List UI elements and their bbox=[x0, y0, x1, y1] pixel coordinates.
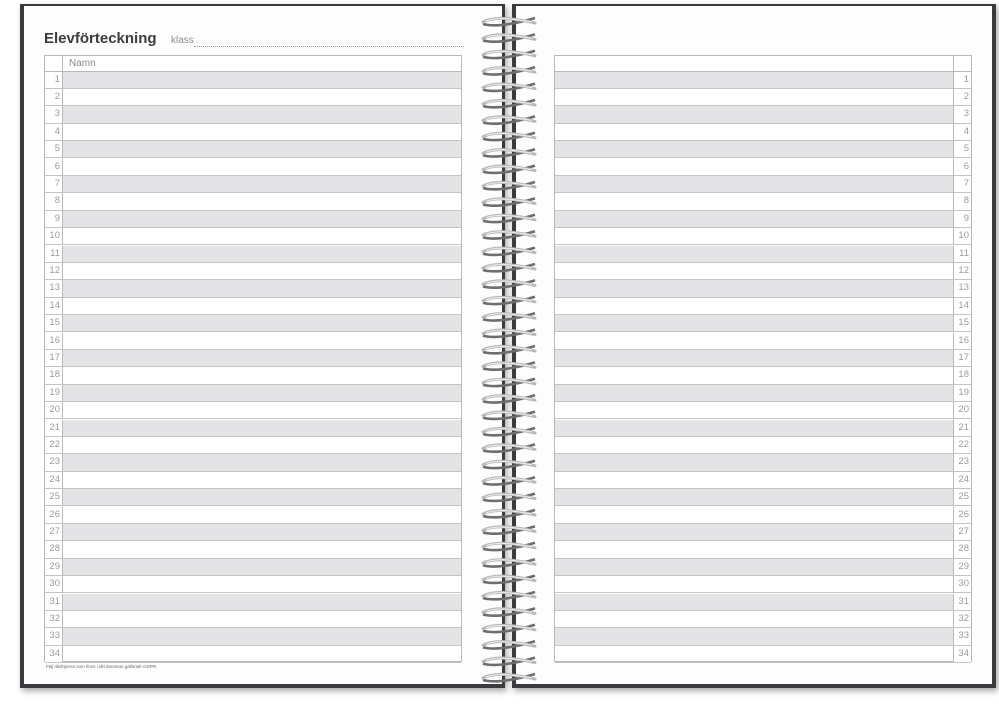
table-row bbox=[45, 350, 461, 367]
table-row bbox=[555, 280, 971, 297]
table-row bbox=[45, 489, 461, 506]
spiral-coil bbox=[483, 494, 535, 501]
row-number: 2 bbox=[45, 89, 63, 105]
table-row bbox=[555, 594, 971, 611]
row-number: 21 bbox=[45, 420, 63, 436]
spiral-coil bbox=[483, 576, 535, 583]
spiral-coil bbox=[483, 330, 535, 337]
table-row bbox=[45, 263, 461, 280]
class-write-line bbox=[194, 46, 464, 47]
table-header bbox=[555, 56, 971, 72]
row-number: 16 bbox=[45, 333, 63, 349]
table-row bbox=[45, 298, 461, 315]
row-number: 12 bbox=[45, 263, 63, 279]
spiral-coil bbox=[483, 67, 535, 74]
table-row bbox=[45, 420, 461, 437]
row-number: 25 bbox=[953, 489, 971, 505]
table-row bbox=[45, 594, 461, 611]
spiral-coil bbox=[483, 215, 535, 222]
row-number: 18 bbox=[953, 367, 971, 383]
table-row bbox=[45, 333, 461, 350]
table-row bbox=[45, 524, 461, 541]
table-row bbox=[555, 159, 971, 176]
row-number: 9 bbox=[953, 211, 971, 227]
table-row bbox=[45, 402, 461, 419]
table-row bbox=[555, 333, 971, 350]
table-row bbox=[555, 437, 971, 454]
page-title: Elevförteckning bbox=[44, 30, 157, 47]
row-number: 11 bbox=[45, 246, 63, 262]
row-number: 27 bbox=[45, 524, 63, 540]
table-row bbox=[555, 176, 971, 193]
spiral-coil bbox=[483, 84, 535, 91]
row-number: 21 bbox=[953, 420, 971, 436]
row-number: 28 bbox=[45, 541, 63, 557]
table-row bbox=[555, 141, 971, 158]
class-label: klass bbox=[171, 35, 194, 46]
row-number: 7 bbox=[953, 176, 971, 192]
table-row bbox=[45, 193, 461, 210]
row-number: 8 bbox=[45, 193, 63, 209]
table-row bbox=[555, 559, 971, 576]
table-row bbox=[45, 211, 461, 228]
table-row bbox=[555, 472, 971, 489]
spiral-coil bbox=[483, 395, 535, 402]
table-row bbox=[555, 106, 971, 123]
spiral-coil bbox=[483, 18, 535, 25]
table-row bbox=[555, 72, 971, 89]
spiral-coil bbox=[483, 592, 535, 599]
spiral-coil bbox=[483, 51, 535, 58]
table-row bbox=[45, 159, 461, 176]
gdpr-footnote: Följ riktlinjerna som finns i din kommun gällande GDPR. bbox=[46, 664, 158, 669]
table-row bbox=[45, 89, 461, 106]
row-number: 16 bbox=[953, 333, 971, 349]
row-number: 23 bbox=[45, 454, 63, 470]
row-number: 23 bbox=[953, 454, 971, 470]
spiral-coil bbox=[483, 313, 535, 320]
row-number: 26 bbox=[45, 507, 63, 523]
row-number: 34 bbox=[45, 646, 63, 662]
table-row bbox=[45, 472, 461, 489]
table-row bbox=[45, 280, 461, 297]
row-number: 31 bbox=[953, 594, 971, 610]
row-number: 29 bbox=[953, 559, 971, 575]
table-row bbox=[555, 402, 971, 419]
table-row bbox=[45, 315, 461, 332]
table-header bbox=[45, 56, 461, 72]
row-number: 24 bbox=[45, 472, 63, 488]
table-row bbox=[555, 124, 971, 141]
spiral-coil bbox=[483, 231, 535, 238]
table-row bbox=[45, 454, 461, 471]
row-number: 3 bbox=[953, 106, 971, 122]
spiral-coil bbox=[483, 526, 535, 533]
row-number: 22 bbox=[953, 437, 971, 453]
table-row bbox=[555, 646, 971, 663]
row-number: 22 bbox=[45, 437, 63, 453]
row-number: 10 bbox=[953, 228, 971, 244]
spiral-coil bbox=[483, 658, 535, 665]
table-row bbox=[555, 228, 971, 245]
right-page bbox=[516, 6, 992, 684]
table-row bbox=[555, 350, 971, 367]
table-row bbox=[45, 106, 461, 123]
row-number: 17 bbox=[45, 350, 63, 366]
table-row bbox=[555, 524, 971, 541]
table-row bbox=[45, 72, 461, 89]
spiral-coil bbox=[483, 34, 535, 41]
table-row bbox=[45, 507, 461, 524]
row-number: 20 bbox=[45, 402, 63, 418]
table-row bbox=[555, 489, 971, 506]
table-row bbox=[45, 646, 461, 663]
table-row bbox=[555, 89, 971, 106]
row-number: 31 bbox=[45, 594, 63, 610]
row-number: 4 bbox=[953, 124, 971, 140]
spiral-coil bbox=[483, 346, 535, 353]
table-row bbox=[45, 246, 461, 263]
spiral-coil bbox=[483, 248, 535, 255]
spiral-coil bbox=[483, 182, 535, 189]
row-number: 4 bbox=[45, 124, 63, 140]
row-number: 15 bbox=[45, 315, 63, 331]
row-number: 2 bbox=[953, 89, 971, 105]
row-number: 33 bbox=[953, 628, 971, 644]
row-number: 29 bbox=[45, 559, 63, 575]
spiral-coil bbox=[483, 280, 535, 287]
spiral-coil bbox=[483, 559, 535, 566]
table-row bbox=[555, 298, 971, 315]
table-row bbox=[45, 228, 461, 245]
row-number: 28 bbox=[953, 541, 971, 557]
spiral-coil bbox=[483, 461, 535, 468]
table-row bbox=[45, 385, 461, 402]
table-row bbox=[45, 611, 461, 628]
spiral-binding bbox=[478, 8, 540, 688]
table-row bbox=[555, 507, 971, 524]
row-number: 33 bbox=[45, 628, 63, 644]
row-number: 6 bbox=[953, 159, 971, 175]
row-number: 13 bbox=[953, 280, 971, 296]
spiral-coil bbox=[483, 510, 535, 517]
row-number: 6 bbox=[45, 159, 63, 175]
table-row bbox=[45, 576, 461, 593]
table-row bbox=[45, 367, 461, 384]
row-number: 3 bbox=[45, 106, 63, 122]
table-row bbox=[45, 437, 461, 454]
row-number: 8 bbox=[953, 193, 971, 209]
row-number: 7 bbox=[45, 176, 63, 192]
spiral-coil bbox=[483, 133, 535, 140]
row-number: 5 bbox=[45, 141, 63, 157]
table-row bbox=[555, 193, 971, 210]
spiral-coil bbox=[483, 362, 535, 369]
row-number: 25 bbox=[45, 489, 63, 505]
row-number: 12 bbox=[953, 263, 971, 279]
spiral-coil bbox=[483, 166, 535, 173]
row-number: 32 bbox=[45, 611, 63, 627]
name-column-header: Namn bbox=[69, 58, 96, 69]
table-row bbox=[45, 124, 461, 141]
spiral-coil bbox=[483, 198, 535, 205]
spiral-coil bbox=[483, 543, 535, 550]
table-row bbox=[555, 454, 971, 471]
spiral-coil bbox=[483, 625, 535, 632]
spiral-coil bbox=[483, 444, 535, 451]
table-row bbox=[45, 176, 461, 193]
student-list-table-continued bbox=[554, 55, 972, 662]
row-number: 14 bbox=[45, 298, 63, 314]
table-row bbox=[555, 420, 971, 437]
row-number: 11 bbox=[953, 246, 971, 262]
row-number: 19 bbox=[45, 385, 63, 401]
table-row bbox=[45, 541, 461, 558]
row-number: 20 bbox=[953, 402, 971, 418]
row-number: 32 bbox=[953, 611, 971, 627]
row-number: 10 bbox=[45, 228, 63, 244]
spiral-coil bbox=[483, 608, 535, 615]
row-number: 19 bbox=[953, 385, 971, 401]
table-row bbox=[555, 385, 971, 402]
table-row bbox=[555, 367, 971, 384]
spiral-coil bbox=[483, 149, 535, 156]
row-number: 5 bbox=[953, 141, 971, 157]
row-number: 27 bbox=[953, 524, 971, 540]
table-row bbox=[45, 141, 461, 158]
row-number: 17 bbox=[953, 350, 971, 366]
number-column-header bbox=[953, 56, 971, 71]
table-row bbox=[555, 246, 971, 263]
row-number: 26 bbox=[953, 507, 971, 523]
table-row bbox=[555, 576, 971, 593]
table-row bbox=[555, 211, 971, 228]
spiral-coil bbox=[483, 116, 535, 123]
table-row bbox=[555, 263, 971, 280]
spiral-coil bbox=[483, 297, 535, 304]
table-row bbox=[555, 315, 971, 332]
row-number: 9 bbox=[45, 211, 63, 227]
row-number: 15 bbox=[953, 315, 971, 331]
spiral-coil bbox=[483, 379, 535, 386]
table-row bbox=[45, 628, 461, 645]
table-row bbox=[555, 628, 971, 645]
table-row bbox=[45, 559, 461, 576]
row-number: 1 bbox=[45, 72, 63, 88]
row-number: 14 bbox=[953, 298, 971, 314]
spiral-coil bbox=[483, 477, 535, 484]
table-row bbox=[555, 541, 971, 558]
number-column-header bbox=[45, 56, 63, 71]
row-number: 24 bbox=[953, 472, 971, 488]
left-page bbox=[24, 6, 502, 684]
row-number: 30 bbox=[953, 576, 971, 592]
row-number: 30 bbox=[45, 576, 63, 592]
row-number: 34 bbox=[953, 646, 971, 662]
spiral-coil bbox=[483, 641, 535, 648]
spiral-coil bbox=[483, 428, 535, 435]
row-number: 13 bbox=[45, 280, 63, 296]
spiral-coil bbox=[483, 100, 535, 107]
row-number: 1 bbox=[953, 72, 971, 88]
spiral-coil bbox=[483, 412, 535, 419]
student-list-table bbox=[44, 55, 462, 662]
spiral-coil bbox=[483, 264, 535, 271]
table-row bbox=[555, 611, 971, 628]
spiral-coil bbox=[483, 674, 535, 681]
row-number: 18 bbox=[45, 367, 63, 383]
